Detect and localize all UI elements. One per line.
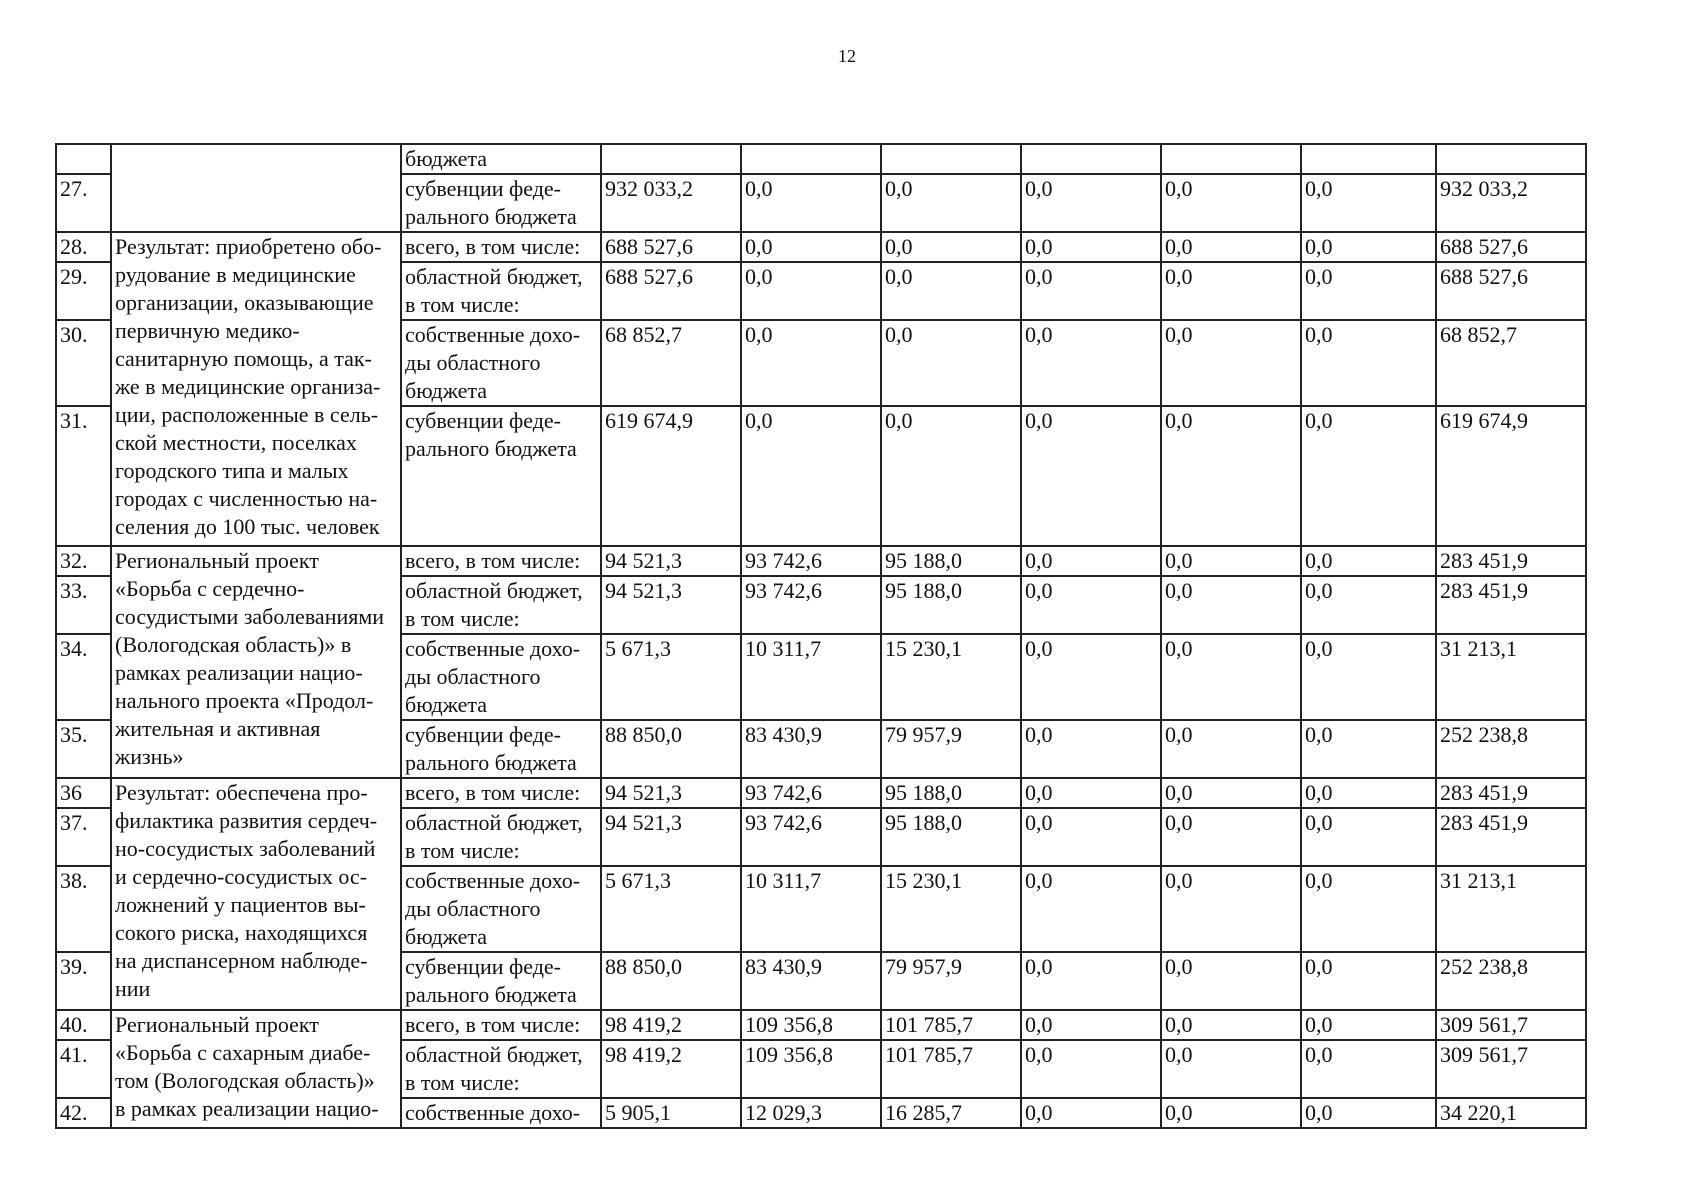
amount-total: 688 527,6 <box>1436 262 1586 320</box>
amount-year6: 0,0 <box>1301 576 1436 634</box>
amount-year1: 94 521,3 <box>601 778 741 808</box>
row-number: 30. <box>56 320 111 406</box>
amount-year2: 83 430,9 <box>741 720 881 778</box>
amount-year1: 98 419,2 <box>601 1010 741 1040</box>
amount-year1: 619 674,9 <box>601 406 741 546</box>
amount-total: 252 238,8 <box>1436 720 1586 778</box>
amount-year2: 109 356,8 <box>741 1010 881 1040</box>
budget-table <box>55 143 1587 1129</box>
amount-year3: 95 188,0 <box>881 778 1021 808</box>
amount-year1: 88 850,0 <box>601 720 741 778</box>
row-number: 41. <box>56 1040 111 1098</box>
amount-year4: 0,0 <box>1021 262 1161 320</box>
amount-year3: 95 188,0 <box>881 808 1021 866</box>
amount-year1: 688 527,6 <box>601 262 741 320</box>
amount-year5 <box>1161 144 1301 174</box>
amount-year6: 0,0 <box>1301 1098 1436 1128</box>
amount-total: 34 220,1 <box>1436 1098 1586 1128</box>
amount-year2: 0,0 <box>741 406 881 546</box>
amount-year6: 0,0 <box>1301 262 1436 320</box>
amount-total: 31 213,1 <box>1436 866 1586 952</box>
amount-year4: 0,0 <box>1021 1040 1161 1098</box>
amount-year4: 0,0 <box>1021 174 1161 232</box>
amount-total: 31 213,1 <box>1436 634 1586 720</box>
funding-source: собственные дохо- ды областного бюджета <box>401 634 601 720</box>
amount-year2: 109 356,8 <box>741 1040 881 1098</box>
row-number: 32. <box>56 546 111 576</box>
funding-source: субвенции феде- рального бюджета <box>401 952 601 1010</box>
funding-source: областной бюджет, в том числе: <box>401 1040 601 1098</box>
row-number: 40. <box>56 1010 111 1040</box>
amount-year6: 0,0 <box>1301 866 1436 952</box>
amount-year4: 0,0 <box>1021 320 1161 406</box>
amount-total: 309 561,7 <box>1436 1010 1586 1040</box>
amount-year4: 0,0 <box>1021 866 1161 952</box>
row-number: 33. <box>56 576 111 634</box>
row-number: 34. <box>56 634 111 720</box>
amount-year6: 0,0 <box>1301 1010 1436 1040</box>
amount-year6: 0,0 <box>1301 406 1436 546</box>
amount-year6: 0,0 <box>1301 320 1436 406</box>
amount-total: 68 852,7 <box>1436 320 1586 406</box>
amount-year5: 0,0 <box>1161 720 1301 778</box>
row-number: 37. <box>56 808 111 866</box>
amount-year2: 0,0 <box>741 262 881 320</box>
amount-year2: 10 311,7 <box>741 866 881 952</box>
row-number: 31. <box>56 406 111 546</box>
amount-year1: 932 033,2 <box>601 174 741 232</box>
amount-year1 <box>601 144 741 174</box>
amount-year5: 0,0 <box>1161 1040 1301 1098</box>
amount-year5: 0,0 <box>1161 262 1301 320</box>
amount-year2: 93 742,6 <box>741 778 881 808</box>
amount-total: 688 527,6 <box>1436 232 1586 262</box>
amount-year2: 10 311,7 <box>741 634 881 720</box>
funding-source: собственные дохо- ды областного бюджета <box>401 866 601 952</box>
table-row <box>56 778 1586 808</box>
funding-source: субвенции феде- рального бюджета <box>401 720 601 778</box>
amount-year4: 0,0 <box>1021 1098 1161 1128</box>
amount-year2: 0,0 <box>741 320 881 406</box>
funding-source: субвенции феде- рального бюджета <box>401 406 601 546</box>
amount-year3: 101 785,7 <box>881 1040 1021 1098</box>
funding-source: областной бюджет, в том числе: <box>401 576 601 634</box>
amount-total: 283 451,9 <box>1436 778 1586 808</box>
row-description: Региональный проект «Борьба с сердечно- сосудистыми заболеваниями (Вологодская область)» в рамках реализации нацио- нального проекта «Продол- жительная и активная жизнь» <box>111 546 401 778</box>
amount-total <box>1436 144 1586 174</box>
funding-source: бюджета <box>401 144 601 174</box>
amount-year5: 0,0 <box>1161 546 1301 576</box>
amount-year4: 0,0 <box>1021 778 1161 808</box>
amount-year3: 0,0 <box>881 174 1021 232</box>
row-number: 39. <box>56 952 111 1010</box>
amount-year6: 0,0 <box>1301 952 1436 1010</box>
amount-year3: 0,0 <box>881 320 1021 406</box>
funding-source: всего, в том числе: <box>401 546 601 576</box>
amount-year6: 0,0 <box>1301 720 1436 778</box>
amount-year5: 0,0 <box>1161 320 1301 406</box>
amount-year5: 0,0 <box>1161 778 1301 808</box>
amount-total: 619 674,9 <box>1436 406 1586 546</box>
amount-total: 283 451,9 <box>1436 576 1586 634</box>
amount-year3: 0,0 <box>881 406 1021 546</box>
amount-year5: 0,0 <box>1161 1098 1301 1128</box>
funding-source: собственные дохо- ды областного бюджета <box>401 320 601 406</box>
amount-year4: 0,0 <box>1021 634 1161 720</box>
amount-year6: 0,0 <box>1301 546 1436 576</box>
amount-year1: 94 521,3 <box>601 546 741 576</box>
row-description <box>111 144 401 232</box>
page-number: 12 <box>838 46 856 66</box>
amount-year3: 15 230,1 <box>881 866 1021 952</box>
amount-year1: 94 521,3 <box>601 808 741 866</box>
funding-source: субвенции феде- рального бюджета <box>401 174 601 232</box>
row-number: 38. <box>56 866 111 952</box>
amount-year2 <box>741 144 881 174</box>
amount-year4: 0,0 <box>1021 232 1161 262</box>
amount-year3 <box>881 144 1021 174</box>
amount-year6: 0,0 <box>1301 232 1436 262</box>
amount-total: 309 561,7 <box>1436 1040 1586 1098</box>
amount-year5: 0,0 <box>1161 866 1301 952</box>
amount-year4: 0,0 <box>1021 808 1161 866</box>
row-description: Результат: обеспечена про- филактика развития сердеч- но-сосудистых заболеваний и сердечно-сосудистых ос- ложнений у пациентов вы- сокого риска, находящихся на диспансерном наблюде- нии <box>111 778 401 1010</box>
amount-year4: 0,0 <box>1021 406 1161 546</box>
amount-year2: 93 742,6 <box>741 576 881 634</box>
amount-year1: 688 527,6 <box>601 232 741 262</box>
amount-year6: 0,0 <box>1301 174 1436 232</box>
amount-year3: 0,0 <box>881 262 1021 320</box>
amount-year4: 0,0 <box>1021 546 1161 576</box>
amount-year5: 0,0 <box>1161 406 1301 546</box>
row-number: 42. <box>56 1098 111 1128</box>
amount-year3: 79 957,9 <box>881 720 1021 778</box>
funding-source: всего, в том числе: <box>401 1010 601 1040</box>
amount-year3: 95 188,0 <box>881 576 1021 634</box>
funding-source: собственные дохо- <box>401 1098 601 1128</box>
amount-year6: 0,0 <box>1301 1040 1436 1098</box>
amount-year4: 0,0 <box>1021 720 1161 778</box>
row-number <box>56 144 111 174</box>
amount-year4: 0,0 <box>1021 576 1161 634</box>
table-row <box>56 232 1586 262</box>
amount-total: 932 033,2 <box>1436 174 1586 232</box>
table-row <box>56 546 1586 576</box>
amount-total: 252 238,8 <box>1436 952 1586 1010</box>
amount-year1: 94 521,3 <box>601 576 741 634</box>
amount-year5: 0,0 <box>1161 576 1301 634</box>
funding-source: всего, в том числе: <box>401 232 601 262</box>
amount-year2: 83 430,9 <box>741 952 881 1010</box>
amount-year4: 0,0 <box>1021 952 1161 1010</box>
amount-year1: 5 905,1 <box>601 1098 741 1128</box>
amount-year4 <box>1021 144 1161 174</box>
amount-year2: 93 742,6 <box>741 808 881 866</box>
amount-year2: 0,0 <box>741 174 881 232</box>
amount-year5: 0,0 <box>1161 232 1301 262</box>
amount-year6: 0,0 <box>1301 808 1436 866</box>
row-description: Результат: приобретено обо- рудование в медицинские организации, оказывающие первичную медико- санитарную помощь, а так- же в медицинские организа- ции, расположенные в сель- ской местности, поселках городского типа и малых городах с численностью на- селения до 100 тыс. человек <box>111 232 401 546</box>
amount-year1: 5 671,3 <box>601 866 741 952</box>
amount-year5: 0,0 <box>1161 808 1301 866</box>
amount-year5: 0,0 <box>1161 634 1301 720</box>
row-number: 27. <box>56 174 111 232</box>
amount-year3: 16 285,7 <box>881 1098 1021 1128</box>
amount-year5: 0,0 <box>1161 174 1301 232</box>
amount-year2: 12 029,3 <box>741 1098 881 1128</box>
amount-year6: 0,0 <box>1301 778 1436 808</box>
amount-total: 283 451,9 <box>1436 808 1586 866</box>
amount-year1: 5 671,3 <box>601 634 741 720</box>
row-number: 29. <box>56 262 111 320</box>
funding-source: всего, в том числе: <box>401 778 601 808</box>
amount-total: 283 451,9 <box>1436 546 1586 576</box>
row-number: 36 <box>56 778 111 808</box>
amount-year3: 95 188,0 <box>881 546 1021 576</box>
amount-year6 <box>1301 144 1436 174</box>
amount-year3: 101 785,7 <box>881 1010 1021 1040</box>
amount-year6: 0,0 <box>1301 634 1436 720</box>
row-number: 35. <box>56 720 111 778</box>
funding-source: областной бюджет, в том числе: <box>401 262 601 320</box>
funding-source: областной бюджет, в том числе: <box>401 808 601 866</box>
amount-year1: 88 850,0 <box>601 952 741 1010</box>
amount-year3: 79 957,9 <box>881 952 1021 1010</box>
amount-year5: 0,0 <box>1161 952 1301 1010</box>
amount-year1: 68 852,7 <box>601 320 741 406</box>
table-row <box>56 144 1586 174</box>
amount-year1: 98 419,2 <box>601 1040 741 1098</box>
amount-year3: 0,0 <box>881 232 1021 262</box>
row-description: Региональный проект «Борьба с сахарным диабе- том (Вологодская область)» в рамках реализации нацио- <box>111 1010 401 1128</box>
amount-year2: 0,0 <box>741 232 881 262</box>
amount-year2: 93 742,6 <box>741 546 881 576</box>
table-row <box>56 1010 1586 1040</box>
amount-year5: 0,0 <box>1161 1010 1301 1040</box>
amount-year3: 15 230,1 <box>881 634 1021 720</box>
amount-year4: 0,0 <box>1021 1010 1161 1040</box>
row-number: 28. <box>56 232 111 262</box>
